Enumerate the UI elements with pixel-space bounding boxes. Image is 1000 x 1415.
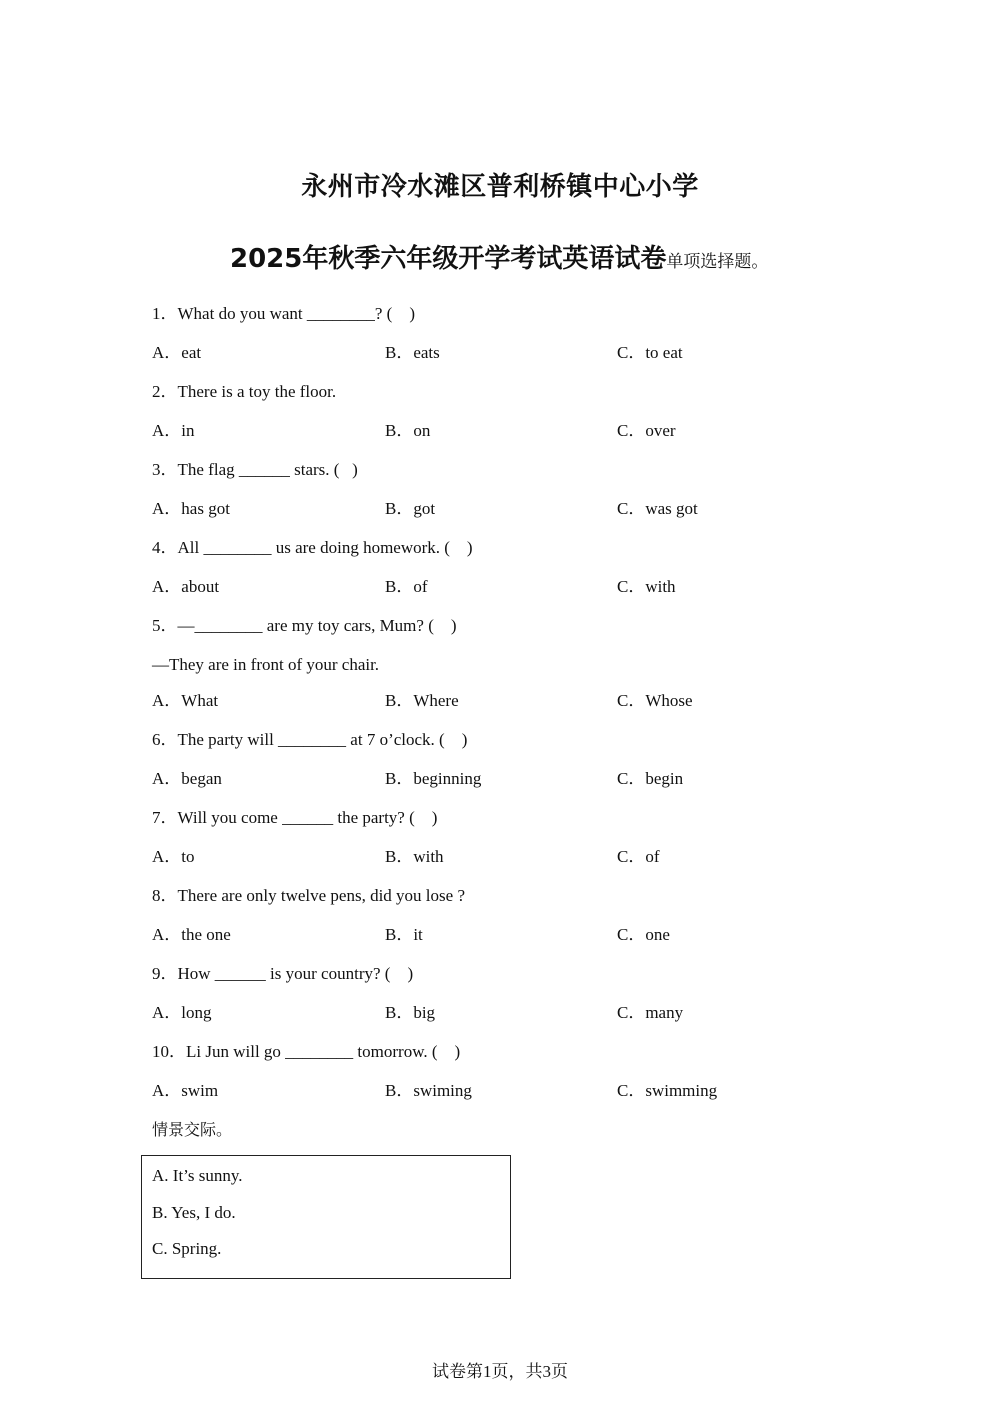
school-name: 永州市冷水滩区普利桥镇中心小学	[301, 172, 699, 202]
question-5-option-a: A．What	[152, 691, 219, 710]
question-7-option-a: A．to	[152, 847, 195, 866]
question-6-option-b: B．beginning	[385, 769, 482, 788]
question-7: 7．Will you come ______ the party? ( )	[152, 808, 438, 827]
exam-title: 2025年秋季六年级开学考试英语试卷	[230, 244, 667, 274]
question-2-option-a: A．in	[152, 421, 195, 440]
question-5-response: —They are in front of your chair.	[152, 655, 380, 674]
box-option-a: A. It’s sunny.	[152, 1166, 243, 1185]
question-8-option-c: C．one	[617, 925, 670, 944]
question-9-option-c: C．many	[617, 1003, 684, 1022]
question-7-option-b: B．with	[385, 847, 444, 866]
question-8-option-a: A．the one	[152, 925, 231, 944]
question-1-option-c: C．to eat	[617, 343, 683, 362]
question-6-option-c: C．begin	[617, 769, 684, 788]
question-5-option-c: C．Whose	[617, 691, 693, 710]
exam-title-line	[230, 238, 768, 275]
question-3-option-a: A．has got	[152, 499, 230, 518]
question-3-option-c: C．was got	[617, 499, 698, 518]
question-9: 9．How ______ is your country? ( )	[152, 964, 414, 983]
question-8: 8．There are only twelve pens, did you lose ?	[152, 886, 465, 905]
section-heading-situational-dialogue: 情景交际。	[152, 1120, 233, 1139]
question-10-option-c: C．swimming	[617, 1081, 718, 1100]
question-10: 10．Li Jun will go ________ tomorrow. ( )	[152, 1042, 461, 1061]
question-1-option-a: A．eat	[152, 343, 202, 362]
box-option-b: B. Yes, I do.	[152, 1203, 236, 1222]
question-5: 5．—________ are my toy cars, Mum? ( )	[152, 616, 457, 635]
question-8-option-b: B．it	[385, 925, 423, 944]
question-2-option-c: C．over	[617, 421, 676, 440]
question-1-option-b: B．eats	[385, 343, 440, 362]
question-2-option-b: B．on	[385, 421, 431, 440]
question-9-option-a: A．long	[152, 1003, 212, 1022]
question-7-option-c: C．of	[617, 847, 660, 866]
question-6-option-a: A．began	[152, 769, 222, 788]
box-option-c: C. Spring.	[152, 1239, 222, 1258]
question-3: 3．The flag ______ stars. ( )	[152, 460, 358, 479]
question-6: 6．The party will ________ at 7 o’clock. ( )	[152, 730, 468, 749]
question-10-option-a: A．swim	[152, 1081, 219, 1100]
question-4: 4．All ________ us are doing homework. ( )	[152, 538, 473, 557]
question-10-option-b: B．swiming	[385, 1081, 472, 1100]
question-4-option-b: B．of	[385, 577, 428, 596]
question-4-option-c: C．with	[617, 577, 676, 596]
page-footer: 试卷第1页，共3页	[432, 1362, 568, 1381]
question-9-option-b: B．big	[385, 1003, 436, 1022]
question-4-option-a: A．about	[152, 577, 220, 596]
question-3-option-b: B．got	[385, 499, 436, 518]
question-5-option-b: B．Where	[385, 691, 459, 710]
question-2: 2．There is a toy the floor.	[152, 382, 337, 401]
section-heading-single-choice: 单项选择题。	[666, 252, 769, 272]
question-1: 1．What do you want ________? ( )	[152, 304, 415, 323]
